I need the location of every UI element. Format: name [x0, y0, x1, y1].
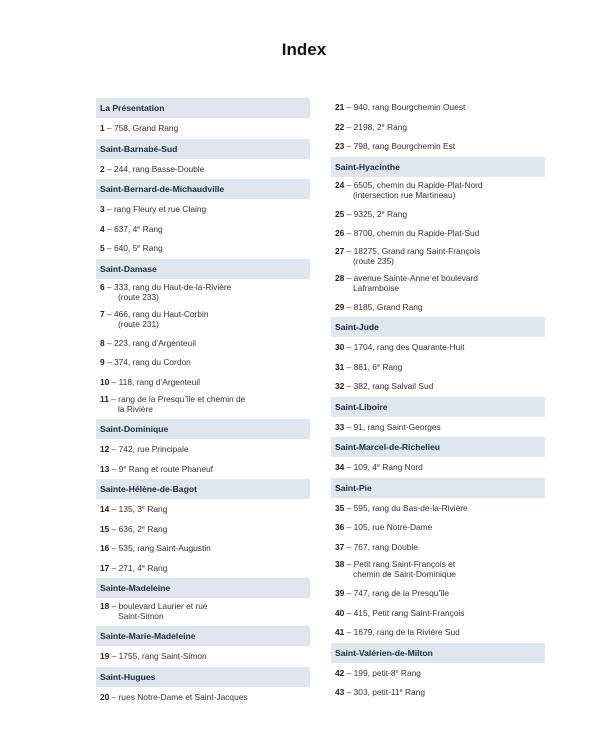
index-entry [331, 338, 545, 358]
entry-number: 10 [100, 376, 110, 387]
entry-number: 30 [335, 342, 345, 352]
entry-location: 2198, 2 [353, 121, 382, 132]
index-entry [331, 538, 545, 558]
section-heading: La Présentation [96, 98, 310, 118]
entry-number: 5 [100, 243, 105, 253]
entry-location-rest: Rang [145, 523, 168, 534]
entry-number: 19 [100, 651, 110, 661]
entry-location-continued: Laframboise [353, 282, 400, 293]
index-entry [96, 392, 310, 419]
index-entry [331, 664, 545, 684]
index-entry [96, 688, 310, 708]
entry-separator: – [344, 502, 354, 513]
entry-location-rest: Rang [384, 121, 408, 132]
section-heading: Saint-Pie [331, 478, 545, 498]
entry-location: 881, 6 [353, 361, 377, 372]
entry-location: 1704, rang des Quarante-Huit [353, 342, 465, 352]
entry-separator: – [344, 301, 354, 312]
entry-number: 20 [100, 691, 110, 702]
entry-location-continued: la Rivière [118, 404, 153, 415]
entry-number: 23 [335, 141, 345, 151]
entry-number: 1 [100, 123, 105, 133]
entry-number: 40 [335, 607, 345, 618]
section-heading: Saint-Damase [96, 259, 310, 279]
entry-location-rest: Rang [145, 562, 168, 573]
entry-separator: – [344, 342, 354, 352]
index-entry [96, 539, 310, 559]
entry-separator: – [344, 627, 354, 637]
index-entry [331, 271, 545, 298]
entry-location: 382, rang Salvail Sud [353, 381, 434, 391]
entry-separator: – [104, 123, 114, 133]
entry-number: 17 [100, 562, 110, 573]
entry-separator: – [104, 243, 114, 253]
entry-number: 35 [335, 502, 345, 513]
entry-number: 4 [100, 223, 105, 234]
entry-number: 31 [335, 361, 345, 372]
section-heading: Sainte-Madeleine [96, 578, 310, 598]
entry-location: 118, rang d’Argenteuil [118, 376, 200, 387]
index-entry [331, 418, 545, 438]
section-heading: Saint-Valérien-de-Milton [331, 643, 545, 663]
entry-separator: – [344, 607, 354, 618]
entry-location: 9325, 2 [353, 208, 382, 219]
section-heading: Saint-Liboire [331, 397, 545, 417]
entry-separator: – [108, 394, 119, 404]
entry-number: 24 [335, 179, 345, 190]
index-entry [96, 647, 310, 667]
entry-number: 25 [335, 208, 345, 219]
index-entry [331, 358, 545, 378]
entry-separator: – [344, 141, 354, 151]
entry-location: 223, rang d’Argenteuil [113, 337, 196, 348]
entry-separator: – [344, 272, 354, 283]
entry-location: 91, rang Saint-Georges [353, 421, 441, 432]
entry-location-continued: chemin de Saint-Dominique [353, 569, 456, 580]
entry-location: 636, 2 [118, 523, 142, 534]
entry-location: 109, 4 [353, 462, 377, 472]
section-heading: Saint-Bernard-de-Michaudville [96, 179, 310, 199]
entry-location-rest: Rang Nord [380, 462, 423, 472]
entry-location: 767, rang Double [353, 541, 418, 552]
index-entry [96, 500, 310, 520]
index-entry [96, 460, 310, 480]
entry-location-rest: Rang [140, 243, 163, 253]
entry-number: 39 [335, 588, 345, 598]
entry-number: 37 [335, 541, 345, 552]
index-entry [96, 239, 310, 259]
ordinal-suffix: e [141, 505, 145, 511]
entry-number: 43 [335, 687, 345, 697]
entry-location-rest: Rang [402, 687, 426, 697]
entry-separator: – [344, 121, 354, 132]
entry-location-rest: Rang [384, 208, 408, 219]
section-heading: Saint-Dominique [96, 419, 310, 439]
entry-number: 32 [335, 381, 345, 391]
index-entry [331, 118, 545, 138]
entry-separator: – [104, 308, 114, 319]
entry-location-continued: (intersection rue Martineau) [353, 189, 456, 200]
entry-number: 14 [100, 504, 110, 514]
entry-separator: – [344, 245, 354, 256]
index-entry [331, 458, 545, 478]
entry-location: boulevard Laurier et rue [118, 601, 208, 611]
entry-location: 415, Petit rang Saint-François [353, 607, 465, 618]
section-heading: Sainte-Marie-Madeleine [96, 626, 310, 646]
entry-separator: – [109, 651, 119, 661]
entry-location-continued: (route 235) [353, 255, 394, 266]
section-heading: Saint-Hugues [96, 667, 310, 687]
entry-number: 16 [100, 543, 110, 553]
index-entry [96, 559, 310, 579]
index-entry [331, 205, 545, 225]
index-entry [331, 377, 545, 397]
entry-location: rang Fleury et rue Claing [113, 204, 207, 214]
entry-separator: – [104, 281, 114, 292]
entry-location: 940, rang Bourgchemin Ouest [353, 102, 466, 112]
entry-location-continued: Saint-Simon [118, 611, 164, 622]
entry-separator: – [109, 376, 119, 387]
section-heading: Saint-Jude [331, 317, 545, 337]
entry-location: 758, Grand Rang [113, 123, 179, 133]
entry-number: 21 [335, 102, 345, 112]
index-entry [96, 220, 310, 240]
entry-separator: – [109, 463, 119, 474]
index-entry [331, 604, 545, 624]
ordinal-suffix: e [395, 668, 399, 675]
index-entry [331, 178, 545, 205]
entry-location: 595, rang du Bas-de-la-Rivière [353, 502, 468, 513]
index-entry [96, 307, 310, 334]
index-entry [96, 334, 310, 354]
entry-location: 8700, chemin du Rapide-Plat-Sud [353, 228, 480, 238]
entry-location: 466, rang du Haut-Corbin [113, 308, 209, 319]
entry-location: 271, 4 [118, 562, 142, 573]
entry-location: 374, rang du Cordon [113, 357, 191, 367]
entry-number: 38 [335, 559, 345, 569]
entry-location: 535, rang Saint-Augustin [118, 543, 211, 553]
entry-number: 29 [335, 301, 345, 312]
entry-separator: – [109, 562, 119, 573]
entry-location-rest: Rang [145, 504, 168, 514]
entry-number: 12 [100, 444, 110, 454]
index-entry [96, 280, 310, 307]
entry-separator: – [344, 588, 354, 598]
entry-location: rang de la Presqu’île et chemin de [118, 394, 246, 404]
entry-location-rest: Rang [398, 667, 421, 678]
entry-number: 3 [100, 204, 105, 214]
ordinal-suffix: e [376, 362, 380, 369]
entry-number: 2 [100, 163, 105, 174]
ordinal-suffix: e [381, 122, 385, 129]
entry-location: 9 [118, 463, 124, 474]
index-entry [96, 160, 310, 180]
entry-location-rest: Rang et route Phaneuf [126, 463, 213, 474]
entry-number: 42 [335, 667, 345, 678]
entry-location: 244, rang Basse-Double [113, 163, 205, 174]
index-entry [96, 119, 310, 139]
entry-number: 9 [100, 357, 105, 367]
entry-separator: – [344, 361, 354, 372]
index-entry [331, 244, 545, 271]
entry-number: 8 [100, 337, 105, 348]
index-entry [96, 353, 310, 373]
entry-location: 333, rang du Haut-de-la-Rivière [113, 281, 232, 292]
entry-location: 6505, chemin du Rapide-Plat-Nord [353, 179, 483, 190]
entry-separator: – [104, 204, 114, 214]
ordinal-suffix: e [399, 688, 403, 694]
entry-separator: – [344, 228, 354, 238]
entry-separator: – [344, 541, 354, 552]
section-heading: Sainte-Hélène-de-Bagot [96, 479, 310, 499]
entry-number: 27 [335, 245, 345, 256]
entry-location-continued: (route 231) [118, 318, 159, 329]
index-entry [331, 137, 545, 157]
entry-separator: – [109, 523, 119, 534]
index-column-left [96, 98, 310, 707]
entry-separator: – [344, 687, 354, 697]
entry-separator: – [344, 421, 354, 432]
index-column-right [331, 98, 545, 703]
entry-location: 135, 3 [118, 504, 142, 514]
index-entry [331, 499, 545, 519]
index-entry [331, 683, 545, 703]
entry-location: 747, rang de la Presqu’île [353, 588, 450, 598]
entry-separator: – [344, 559, 354, 569]
index-entry [331, 557, 545, 584]
entry-location: 798, rang Bourgchemin Est [353, 141, 456, 151]
entry-separator: – [344, 667, 354, 678]
entry-location: Petit rang Saint-François et [353, 559, 456, 569]
index-entry [331, 623, 545, 643]
index-entry [96, 373, 310, 393]
entry-number: 13 [100, 463, 110, 474]
entry-location: 742, rue Principale [118, 444, 189, 454]
entry-separator: – [344, 462, 354, 472]
entry-number: 11 [100, 394, 109, 404]
entry-separator: – [344, 208, 354, 219]
entry-separator: – [344, 102, 354, 112]
entry-location: rues Notre-Dame et Saint-Jacques [118, 691, 248, 702]
entry-location: 1679, rang de la Rivière Sud [353, 627, 460, 637]
entry-separator: – [104, 223, 114, 234]
entry-separator: – [344, 522, 354, 532]
entry-location-continued: (route 233) [118, 291, 159, 302]
entry-location: 1755, rang Saint-Simon [118, 651, 207, 661]
entry-separator: – [344, 381, 354, 391]
entry-location: avenue Sainte-Anne et boulevard [353, 272, 478, 283]
index-entry [331, 518, 545, 538]
section-heading: Saint-Barnabé-Sud [96, 139, 310, 159]
entry-location: 640, 5 [113, 243, 138, 253]
entry-location-rest: Rang [140, 223, 163, 234]
entry-separator: – [104, 357, 114, 367]
index-entry [96, 200, 310, 220]
entry-location: 303, petit-11 [353, 687, 400, 697]
entry-number: 41 [335, 627, 345, 637]
entry-location: 199, petit-8 [353, 667, 396, 678]
ordinal-suffix: e [123, 464, 127, 471]
index-entry [96, 599, 310, 626]
ordinal-suffix: e [381, 209, 385, 216]
index-entry [331, 584, 545, 604]
entry-separator: – [109, 504, 119, 514]
entry-location: 637, 4 [113, 223, 138, 234]
entry-location-rest: Rang [380, 361, 403, 372]
entry-number: 15 [100, 523, 110, 534]
ordinal-suffix: e [137, 224, 141, 231]
entry-number: 18 [100, 601, 110, 611]
entry-location: 105, rue Notre-Dame [353, 522, 433, 532]
ordinal-suffix: e [137, 244, 141, 250]
section-heading: Saint-Marcel-de-Richelieu [331, 437, 545, 457]
page-title: Index [281, 40, 327, 59]
entry-number: 6 [100, 281, 105, 292]
entry-separator: – [109, 601, 119, 611]
index-entry [331, 224, 545, 244]
entry-separator: – [104, 163, 114, 174]
entry-location: 8185, Grand Rang [353, 301, 423, 312]
entry-number: 28 [335, 272, 345, 283]
ordinal-suffix: e [376, 463, 380, 469]
entry-number: 26 [335, 228, 345, 238]
entry-location: 18275, Grand rang Saint-François [353, 245, 481, 256]
entry-number: 33 [335, 421, 345, 432]
ordinal-suffix: e [141, 563, 145, 570]
ordinal-suffix: e [141, 524, 145, 531]
entry-separator: – [344, 179, 354, 190]
index-entry [96, 440, 310, 460]
entry-number: 22 [335, 121, 345, 132]
entry-separator: – [109, 691, 119, 702]
section-heading: Saint-Hyacinthe [331, 157, 545, 177]
entry-separator: – [109, 444, 119, 454]
index-entry [331, 98, 545, 118]
entry-separator: – [109, 543, 119, 553]
entry-separator: – [104, 337, 114, 348]
entry-number: 34 [335, 462, 345, 472]
entry-number: 7 [100, 308, 105, 319]
index-entry [96, 520, 310, 540]
index-entry [331, 298, 545, 318]
entry-number: 36 [335, 522, 345, 532]
